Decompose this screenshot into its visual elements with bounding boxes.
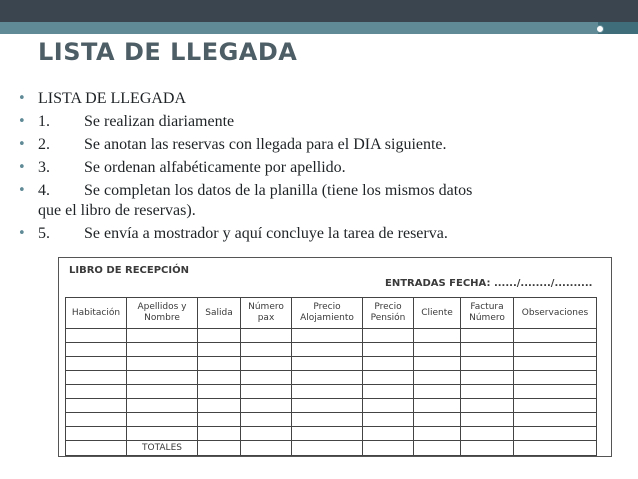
header-bar	[0, 0, 638, 22]
bullet-text: Se ordenan alfabéticamente por apellido.	[84, 159, 346, 176]
totals-row	[66, 441, 597, 456]
table-row	[66, 413, 597, 427]
bullet-number: 5.	[38, 225, 50, 242]
table-row	[66, 427, 597, 441]
bullet-text: Se completan los datos de la planilla (tiene los mismos datos	[84, 182, 473, 199]
bullet-dot-icon: •	[18, 114, 26, 129]
totals-label: TOTALES	[127, 441, 198, 456]
bullet-dot-icon: •	[18, 91, 26, 106]
table-row	[66, 385, 597, 399]
bullet-dot-icon: •	[18, 183, 26, 198]
column-header: Salida	[198, 298, 241, 329]
bullet-item	[18, 181, 610, 221]
bullet-item	[18, 89, 610, 109]
column-header: Habitación	[66, 298, 127, 329]
header-accent-block	[598, 22, 638, 34]
form-title: LIBRO DE RECEPCIÓN	[69, 265, 189, 276]
table-row	[66, 357, 597, 371]
bullet-dot-icon: •	[18, 137, 26, 152]
table-row	[66, 371, 597, 385]
reception-table	[65, 297, 597, 456]
header-accent-stripe	[0, 22, 638, 34]
bullet-text-continued: que el libro de reservas).	[38, 202, 196, 219]
column-header: Precio Alojamiento	[292, 298, 363, 329]
bullet-item	[18, 158, 610, 178]
bullet-item	[18, 224, 610, 244]
bullet-number: 3.	[38, 159, 50, 176]
bullet-number: 1.	[38, 113, 50, 130]
header-dot	[596, 25, 604, 33]
column-header: Apellidos y Nombre	[127, 298, 198, 329]
bullet-dot-icon: •	[18, 226, 26, 241]
bullet-number: 2.	[38, 136, 50, 153]
bullet-dot-icon: •	[18, 160, 26, 175]
table-row	[66, 329, 597, 343]
slide-title: LISTA DE LLEGADA	[38, 38, 298, 66]
bullet-item	[18, 112, 610, 132]
table-header-row	[66, 298, 597, 329]
table-row	[66, 343, 597, 357]
entries-date-label: ENTRADAS FECHA: ....../......../..........	[385, 278, 593, 289]
reception-book-form	[58, 257, 612, 457]
column-header: Cliente	[414, 298, 461, 329]
column-header: Observaciones	[514, 298, 597, 329]
table-row	[66, 399, 597, 413]
bullet-item	[18, 135, 610, 155]
bullet-text: LISTA DE LLEGADA	[38, 90, 187, 107]
column-header: Factura Número	[461, 298, 514, 329]
column-header: Número pax	[241, 298, 292, 329]
bullet-number: 4.	[38, 182, 50, 199]
column-header: Precio Pensión	[363, 298, 414, 329]
bullet-text: Se anotan las reservas con llegada para el DIA siguiente.	[84, 136, 447, 153]
bullet-list	[18, 89, 610, 247]
bullet-text: Se realizan diariamente	[84, 113, 235, 130]
bullet-text: Se envía a mostrador y aquí concluye la tarea de reserva.	[84, 225, 448, 242]
